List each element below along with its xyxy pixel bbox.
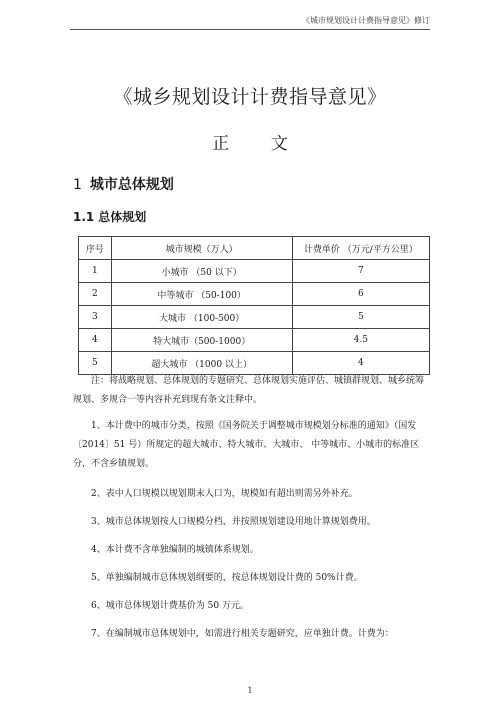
note-item-1: 1、本计费中的城市分类，按照《国务院关于调整城市规模划分标准的通知》（国发〔2014〕51 号）所规定的超大城市、特大城市、大城市、 中等城市、小城市的标准区分，不含乡镇规划。 [73, 421, 420, 469]
note-item-6: 6、城市总体规划计费基价为 50 万元。 [91, 601, 249, 611]
cell-index: 2 [79, 283, 112, 306]
document-subtitle: 正 文 [212, 134, 306, 154]
cell-index: 3 [79, 306, 112, 329]
table-row [79, 283, 430, 306]
column-header-index: 序号 [79, 237, 112, 260]
document-title: 《城乡规划设计计费指导意见》 [113, 86, 387, 108]
table-row [79, 306, 430, 329]
note-item-5: 5、单独编制城市总体规划纲要的，按总体规划设计费的 50%计费。 [91, 573, 363, 583]
cell-city-scale: 小城市 （50 以下） [111, 260, 292, 283]
table-row [79, 329, 430, 352]
column-header-city-scale: 城市规模（万人） [111, 237, 292, 260]
section-heading-1 [73, 174, 174, 194]
cell-unit-price: 6 [292, 283, 429, 306]
cell-unit-price: 7 [292, 260, 429, 283]
note-item-2: 2、表中人口规模以规划期末人口为，规模如有超出则需另外补充。 [91, 489, 358, 499]
column-header-unit-price: 计费单价 （万元/平方公里） [292, 237, 429, 260]
header-divider [70, 29, 430, 30]
cell-unit-price: 5 [292, 306, 429, 329]
section-number: 1 [73, 177, 82, 193]
subsection-number: 1.1 [73, 210, 95, 224]
cell-index: 5 [79, 352, 112, 375]
section-title: 城市总体规划 [89, 177, 174, 193]
cell-index: 4 [79, 329, 112, 352]
page-number: 1 [247, 686, 253, 695]
cell-city-scale: 大城市 （100-500） [111, 306, 292, 329]
cell-index: 1 [79, 260, 112, 283]
note-item-4: 4、本计费不含单独编制的城镇体系规划。 [91, 545, 259, 555]
subsection-title: 总体规划 [98, 210, 147, 224]
table-header-row [79, 237, 430, 260]
cell-city-scale: 超大城市 （1000 以上） [111, 352, 292, 375]
fee-table [78, 236, 430, 375]
note-item-7: 7、在编制城市总体规划中，如需进行相关专题研究，应单独计费。计费为： [91, 629, 394, 639]
cell-city-scale: 中等城市 （50-100） [111, 283, 292, 306]
cell-unit-price: 4.5 [292, 329, 429, 352]
table-note: 注：将战略规划、总体规划的专题研究、总体规划实施评估、城镇群规划、城乡统筹规划、多规合一等内容补充到现有条文注释中。 [73, 376, 425, 405]
table-row [79, 260, 430, 283]
running-header: 《城市规划设计计费指导意见》修订 [302, 16, 430, 25]
cell-unit-price: 4 [292, 352, 429, 375]
cell-city-scale: 特大城市（500-1000） [111, 329, 292, 352]
section-heading-1-1 [73, 208, 146, 225]
note-item-3: 3、城市总体规划按人口规模分档，并按照规划建设用地计算规划费用。 [91, 517, 376, 527]
